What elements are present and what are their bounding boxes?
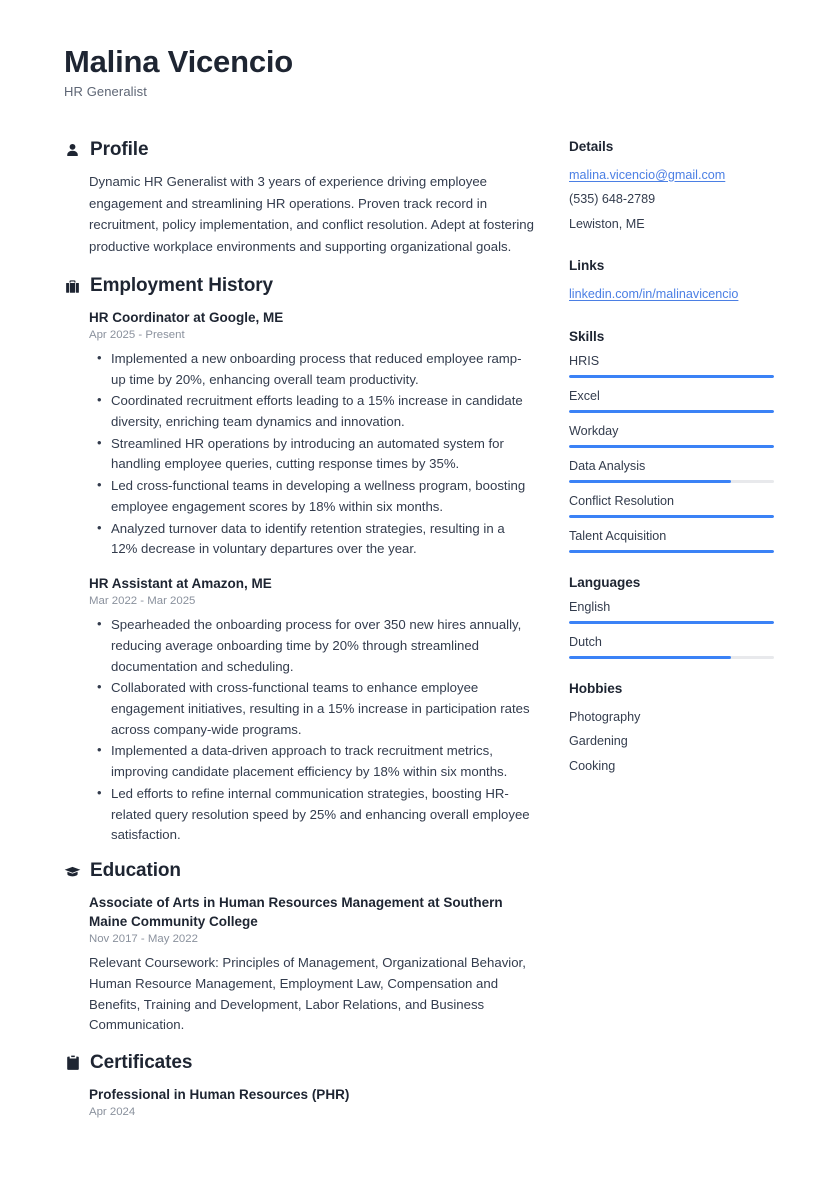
skill-meter-track [569, 550, 774, 553]
sidebar-section-links [569, 258, 774, 307]
language-item [569, 599, 774, 624]
skill-label: Excel [569, 388, 600, 403]
sidebar-section-hobbies [569, 681, 774, 779]
entry-title: HR Coordinator at Google, ME [89, 309, 284, 325]
hobby-item: Gardening [569, 734, 628, 749]
skill-meter-track [569, 375, 774, 378]
skill-meter-track [569, 445, 774, 448]
sidebar-column [569, 139, 774, 801]
language-label: Dutch [569, 634, 602, 649]
hobbies-title: Hobbies [569, 680, 623, 696]
candidate-job-title: HR Generalist [64, 83, 147, 99]
skill-meter-track [569, 480, 774, 483]
profile-title: Profile [90, 138, 149, 160]
email-link[interactable]: malina.vicencio@gmail.com [569, 167, 726, 182]
certificates-heading [64, 1052, 534, 1075]
bullet-item: • Streamlined HR operations by introducing an automated system for handling employee queries, cutting response times by 35%. [111, 434, 534, 475]
skill-meter-track [569, 515, 774, 518]
bullet-item: • Implemented a new onboarding process that reduced employee ramp-up time by 20%, enhancing overall team productivity. [111, 349, 534, 390]
employment-body [64, 308, 534, 846]
resume-columns [64, 139, 769, 1135]
entry-bullets [89, 615, 534, 846]
employment-entry [89, 308, 534, 560]
skill-meter-fill [569, 375, 774, 378]
bullet-item: • Collaborated with cross-functional teams to enhance employee engagement initiatives, resulting in a 15% increase in participation rates across company-wide programs. [111, 678, 534, 740]
skill-item [569, 388, 774, 413]
resume-header [64, 44, 769, 99]
language-meter-fill [569, 621, 774, 624]
skill-label: Talent Acquisition [569, 528, 667, 543]
profile-text: Dynamic HR Generalist with 3 years of experience driving employee engagement and streamlining HR operations. Proven track record in recruitment, policy implementation, and conflict resolution. Adept at fostering productive workplace environments and supporting organizational goals. [89, 174, 534, 254]
education-entry [89, 893, 534, 1036]
section-education [64, 860, 534, 1036]
linkedin-link[interactable]: linkedin.com/in/malinavicencio [569, 287, 739, 302]
language-meter-fill [569, 656, 731, 659]
languages-title: Languages [569, 574, 641, 590]
bullet-item: • Coordinated recruitment efforts leading to a 15% increase in candidate diversity, enriching team dynamics and innovation. [111, 391, 534, 432]
profile-body [64, 171, 534, 257]
skill-meter-fill [569, 445, 774, 448]
skill-item [569, 458, 774, 483]
sidebar-section-languages [569, 575, 774, 659]
entry-description: Relevant Coursework: Principles of Management, Organizational Behavior, Human Resource Management, Employment Law, Compensation and Benefits, Training and Development, Labor Relations, and Business Communication. [89, 955, 526, 1033]
employment-title: Employment History [90, 274, 273, 296]
candidate-name: Malina Vicencio [64, 44, 294, 79]
skill-label: HRIS [569, 353, 600, 368]
entry-date: Apr 2024 [89, 1105, 136, 1118]
entry-title: Associate of Arts in Human Resources Management at Southern Maine Community College [89, 894, 503, 930]
language-item [569, 634, 774, 659]
entry-date: Mar 2022 - Mar 2025 [89, 595, 196, 608]
skill-meter-fill [569, 550, 774, 553]
language-meter-track [569, 656, 774, 659]
graduation-cap-icon [64, 863, 81, 880]
bullet-item: • Implemented a data-driven approach to track recruitment metrics, improving candidate placement efficiency by 18% within six months. [111, 741, 534, 782]
certificate-entry [89, 1085, 534, 1121]
entry-bullets [89, 349, 534, 560]
certificates-title: Certificates [90, 1052, 193, 1074]
skill-label: Conflict Resolution [569, 493, 674, 508]
bullet-item: • Analyzed turnover data to identify retention strategies, resulting in a 12% decrease in voluntary departures over the year. [111, 519, 534, 560]
skill-meter-fill [569, 480, 731, 483]
entry-date: Nov 2017 - May 2022 [89, 933, 198, 946]
entry-date: Apr 2025 - Present [89, 328, 185, 341]
profile-heading [64, 139, 534, 162]
details-title: Details [569, 138, 614, 154]
skill-meter-fill [569, 410, 774, 413]
skill-item [569, 423, 774, 448]
language-label: English [569, 599, 611, 614]
employment-entry [89, 574, 534, 846]
main-column [64, 139, 534, 1135]
skill-label: Data Analysis [569, 458, 646, 473]
education-body [64, 893, 534, 1036]
skill-meter-fill [569, 515, 774, 518]
entry-title: HR Assistant at Amazon, ME [89, 576, 272, 592]
briefcase-icon [64, 278, 81, 295]
skill-meter-track [569, 410, 774, 413]
certificates-body [64, 1085, 534, 1121]
bullet-item: • Spearheaded the onboarding process for over 350 new hires annually, reducing average onboarding time by 20% through streamlined documentation and scheduling. [111, 615, 534, 677]
entry-title: Professional in Human Resources (PHR) [89, 1086, 350, 1102]
education-title: Education [90, 860, 181, 882]
bullet-item: • Led cross-functional teams in developing a wellness program, boosting employee engagement scores by 18% within six months. [111, 476, 534, 517]
skill-item [569, 353, 774, 378]
phone-text: (535) 648-2789 [569, 192, 656, 207]
location-text: Lewiston, ME [569, 216, 645, 231]
employment-heading [64, 275, 534, 298]
sidebar-section-skills [569, 329, 774, 553]
skill-item [569, 528, 774, 553]
sidebar-section-details [569, 139, 774, 237]
hobby-item: Cooking [569, 758, 616, 773]
skill-label: Workday [569, 423, 619, 438]
section-profile [64, 139, 534, 257]
skill-item [569, 493, 774, 518]
section-employment [64, 275, 534, 846]
bullet-item: • Led efforts to refine internal communication strategies, boosting HR-related query resolution speed by 25% and enhancing overall employee satisfaction. [111, 784, 534, 846]
skills-title: Skills [569, 328, 605, 344]
language-meter-track [569, 621, 774, 624]
section-certificates [64, 1052, 534, 1121]
education-heading [64, 860, 534, 883]
hobby-item: Photography [569, 709, 641, 724]
clipboard-icon [64, 1055, 81, 1072]
links-title: Links [569, 258, 605, 274]
person-icon [64, 142, 81, 159]
